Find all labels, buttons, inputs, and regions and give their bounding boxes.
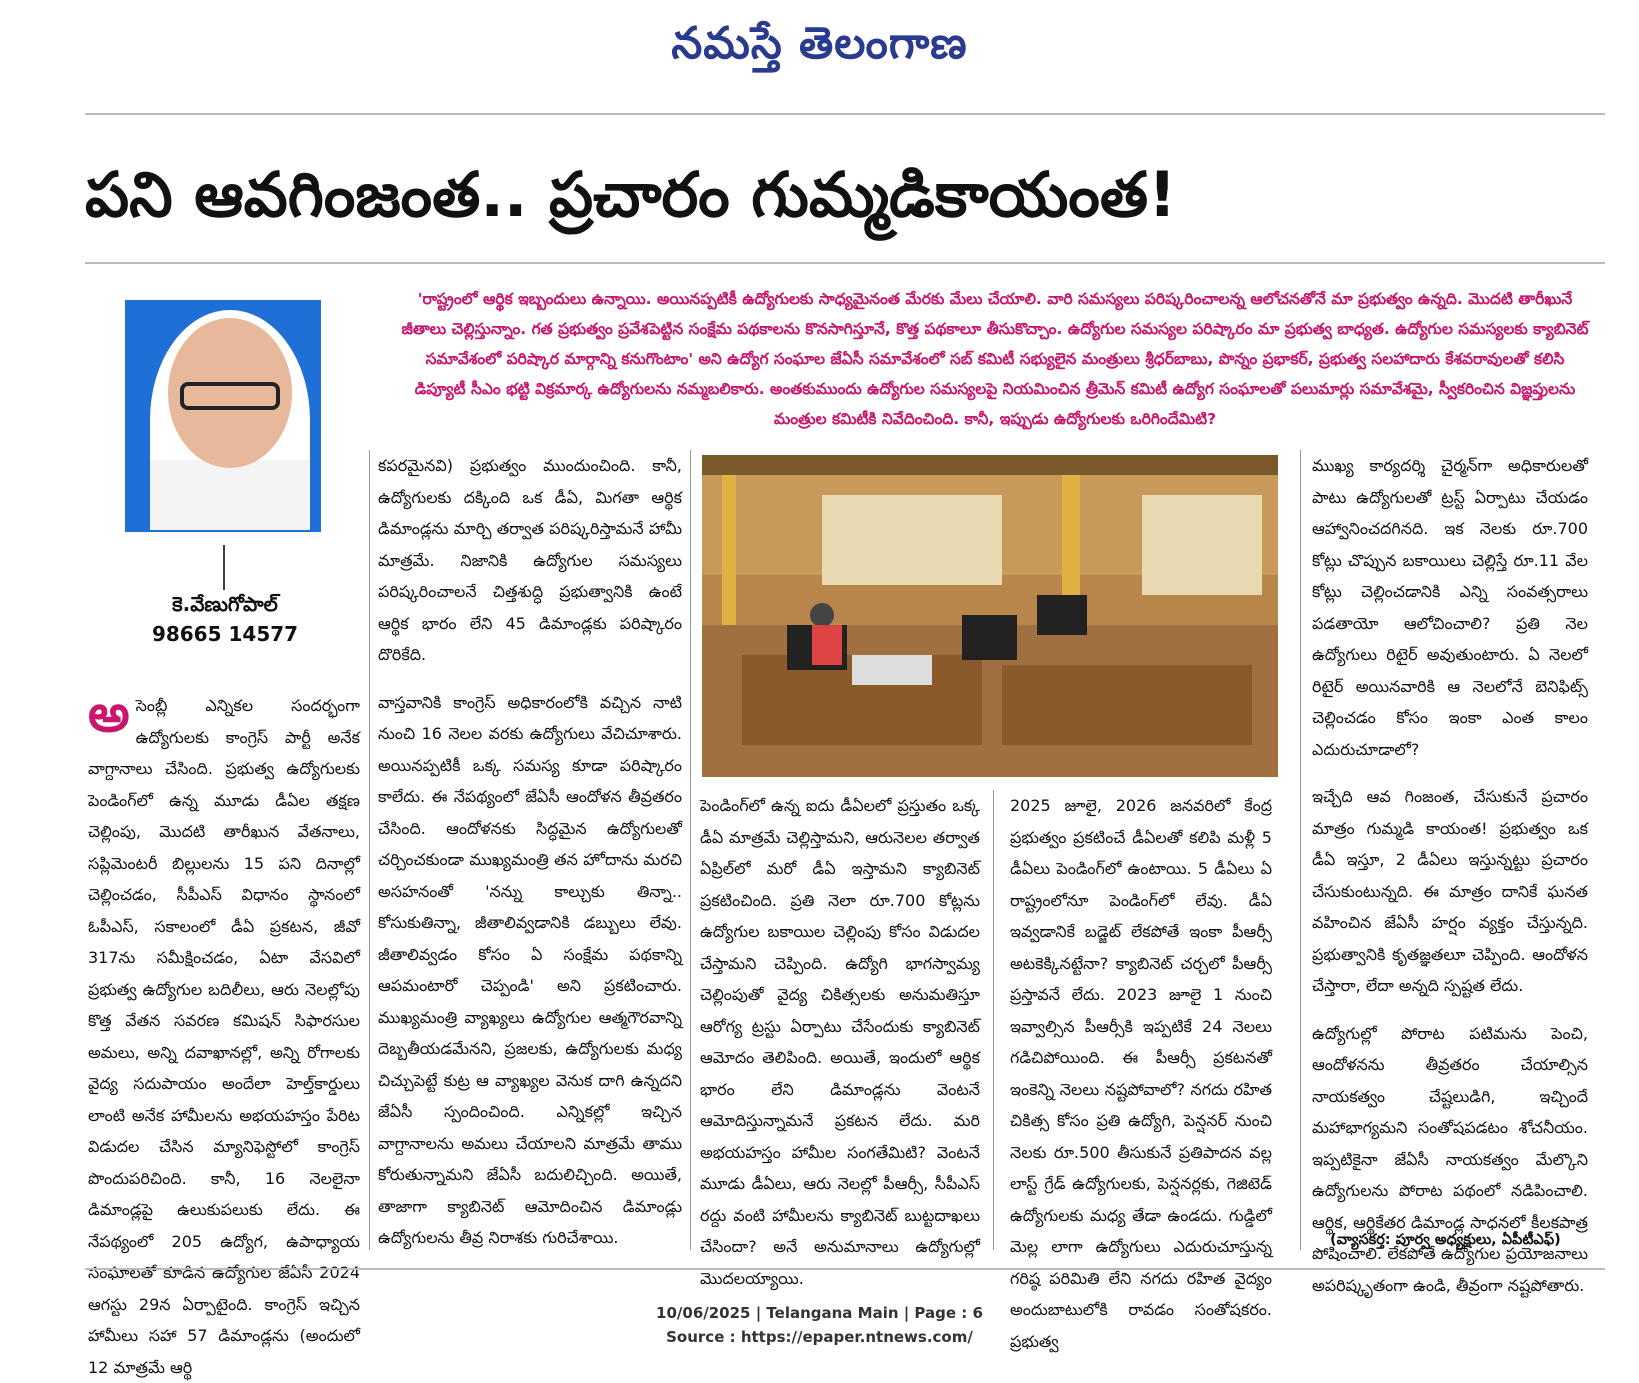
column-2-paragraph-2: వాస్తవానికి కాంగ్రెస్ అధికారంలోకి వచ్చిన నాటి నుంచి 16 నెలల వరకు ఉద్యోగులు వేచిచూశారు. అయినప్పటికీ ఒక్క సమస్య కూడా పరిష్కారం కాలేదు. ఈ నేపథ్యంలో జేఏసీ ఆందోళన తీవ్రతరం చేసింది. ఆందోళనకు సిద్ధమైన ఉద్యోగులతో చర్చించకుండా ముఖ్యమంత్రి తన హోదాను మరచి అసహనంతో 'నన్ను కాల్చుకు తిన్నా.. కోసుకుతిన్నా, జీతాలివ్వడానికి డబ్బులు లేవు. జీతాలివ్వడం కోసం ఏ సంక్షేమ పథకాన్ని ఆపమంటారో చెప్పండి' అని ప్రకటించారు. ముఖ్యమంత్రి వ్యాఖ్యలు ఉద్యోగుల ఆత్మగౌరవాన్ని దెబ్బతీయడమేనని, ప్రజలకు, ఉద్యోగులకు మధ్య చిచ్చుపెట్టే కుట్ర ఆ వ్యాఖ్యల వెనుక దాగి ఉన్నదని జేఏసీ స్పందించింది. ఎన్నికల్లో ఇచ్చిన వాగ్దానాలను అమలు చేయాలని మాత్రమే తాము కోరుతున్నామని జేఏసీ బదులిచ్చింది. అయితే, తాజాగా క్యాబినెట్ ఆమోదించిన డిమాండ్లు ఉద్యోగులను తీవ్ర నిరాశకు గురిచేశాయి. [378, 692, 682, 1247]
headline-divider [85, 262, 1605, 264]
column-2-paragraph-1: కపరమైనవి) ప్రభుత్వం ముందుంచింది. కానీ, ఉద్యోగులకు దక్కింది ఒక డీఏ, మిగతా ఆర్థిక డిమాండ్లను మార్చి తర్వాత పరిష్కరిస్తామనే హామీ మాత్రమే. నిజానికి ఉద్యోగుల సమస్యలు పరిష్కరించాలనే చిత్తశుద్ధి ప్రభుత్వానికి ఉంటే ఆర్థిక భారం లేని 45 డిమాండ్లకు పరిష్కారం దొరికేది. [378, 456, 682, 664]
column-5-paragraph-3: ఉద్యోగుల్లో పోరాట పటిమను పెంచి, ఆందోళనను తీవ్రతరం చేయాల్సిన నాయకత్వం చేష్టలుడిగి, ఇచ్చిందే మహాభాగ్యమని సంతోషపడటం శోచనీయం. ఇప్పటికైనా జేఏసీ నాయకత్వం మేల్కొని ఉద్యోగులను పోరాట పథంలో నడిపించాలి. ఆర్థిక, ఆర్థికేతర డిమాండ్ల సాధనలో కీలకపాత్ర పోషించాలి. లేకపోతే ఉద్యోగుల ప్రయోజనాలు అపరిష్కృతంగా ఉండి, తీవ్రంగా నష్టపోతారు. [1312, 1023, 1588, 1295]
column-1 [88, 684, 360, 1377]
drop-cap: అ [88, 684, 130, 744]
footer-date-page: 10/06/2025 | Telangana Main | Page : 6 [656, 1304, 983, 1322]
author-photo [150, 310, 310, 530]
office-photo [702, 455, 1278, 777]
author-credit: (వ్యాసకర్త: పూర్వ అధ్యక్షులు, ఏపీటీఎఫ్) [1330, 1232, 1561, 1248]
author-name: కె.వేణుగోపాల్ [172, 592, 278, 616]
newspaper-masthead: నమస్తే తెలంగాణ [671, 18, 968, 69]
column-divider [1300, 450, 1301, 1250]
column-3 [700, 790, 980, 1288]
footer-source: Source : https://epaper.ntnews.com/ [666, 1328, 973, 1346]
column-divider [993, 790, 994, 1250]
bottom-divider [85, 1268, 1605, 1270]
column-2 [378, 450, 682, 1250]
column-4 [1010, 790, 1272, 1351]
office-illustration [702, 455, 1278, 777]
lead-paragraph: 'రాష్ట్రంలో ఆర్థిక ఇబ్బందులు ఉన్నాయి. అయినప్పటికీ ఉద్యోగులకు సాధ్యమైనంత మేరకు మేలు చేయాలి. వారి సమస్యలు పరిష్కరించాలన్న ఆలోచనతోనే మా ప్రభుత్వం ఉన్నది. మొదటి తారీఖునే జీతాలు చెల్లిస్తున్నాం. గత ప్రభుత్వం ప్రవేశపెట్టిన సంక్షేమ పథకాలను కొనసాగిస్తూనే, కొత్త పథకాలూ తీసుకొచ్చాం. ఉద్యోగుల సమస్యల పరిష్కారం మా ప్రభుత్వ బాధ్యత. ఉద్యోగుల సమస్యలకు క్యాబినెట్ సమావేశంలో పరిష్కార మార్గాన్ని కనుగొంటాం' అని ఉద్యోగ సంఘాల జేఏసీ సమావేశంలో సబ్ కమిటీ సభ్యులైన మంత్రులు శ్రీధర్‌బాబు, పొన్నం ప్రభాకర్, ప్రభుత్వ సలహాదారు కేశవరావులతో కలిసి డిప్యూటీ సీఎం భట్టి విక్రమార్క ఉద్యోగులను నమ్మబలికారు. అంతకుముందు ఉద్యోగుల సమస్యలపై నియమించిన త్రీమెన్ కమిటీ ఉద్యోగ సంఘాలతో పలుమార్లు సమావేశమై, స్వీకరించిన విజ్ఞప్తులను మంత్రుల కమిటీకి నివేదించింది. కానీ, ఇప్పుడు ఉద్యోగులకు ఒరిగిందేమిటి? [401, 290, 1589, 428]
column-5-paragraph-2: ఇచ్చేది ఆవ గింజంత, చేసుకునే ప్రచారం మాత్రం గుమ్మడి కాయంత! ప్రభుత్వం ఒక డీఏ ఇస్తూ, 2 డీఏలు ఇస్తున్నట్టు ప్రచారం చేసుకుంటున్నది. ఈ మాత్రం దానికే ఘనత వహించిన జేఏసీ హర్షం వ్యక్తం చేస్తున్నది. ప్రభుత్వానికి కృతజ్ఞతలూ చెప్పింది. ఆందోళన చేస్తారా, లేదా అన్నది స్పష్టత లేదు. [1312, 787, 1588, 995]
column-4-paragraph: 2025 జూలై, 2026 జనవరిలో కేంద్ర ప్రభుత్వం ప్రకటించే డీఏలతో కలిపి మళ్లీ 5 డీఏలు పెండింగ్‌లో ఉంటాయి. 5 డీఏలు ఏ రాష్ట్రంలోనూ పెండింగ్‌లో లేవు. డీఏ ఇవ్వడానికే బడ్జెట్ లేకపోతే ఇంకా పీఆర్సీ అటకెక్కినట్టేనా? క్యాబినెట్ చర్చలో పీఆర్సీ ప్రస్తావనే లేదు. 2023 జూలై 1 నుంచి ఇవ్వాల్సిన పీఆర్సీకి ఇప్పటికే 24 నెలలు గడిచిపోయింది. ఈ పీఆర్సీ ప్రకటనతో ఇంకెన్ని నెలలు నష్టపోవాలో? నగదు రహిత చికిత్స కోసం ప్రతి ఉద్యోగి, పెన్షనర్ నుంచి నెలకు రూ.500 తీసుకునే ప్రతిపాదన వల్ల లాస్ట్ గ్రేడ్ ఉద్యోగులకు, పెన్షనర్లకు, గెజిటెడ్ ఉద్యోగులకు మధ్య తేడా ఉండదు. గుడ్డిలో మెల్ల లాగా ఉద్యోగులు ఎదురుచూస్తున్న గరిష్ఠ పరిమితి లేని నగదు రహిత వైద్యం అందుబాటులోకి రావడం సంతోషకరం. ప్రభుత్వ [1010, 796, 1272, 1351]
author-phone: 98665 14577 [151, 622, 299, 646]
column-divider [690, 450, 691, 1250]
column-3-paragraph: పెండింగ్‌లో ఉన్న ఐదు డీఏలలో ప్రస్తుతం ఒక్క డీఏ మాత్రమే చెల్లిస్తామని, ఆరునెలల తర్వాత ఏప్రిల్‌లో మరో డీఏ ఇస్తామని క్యాబినెట్ ప్రకటించింది. ప్రతి నెలా రూ.700 కోట్లను ఉద్యోగుల బకాయిల చెల్లింపు కోసం విడుదల చేస్తామని చెప్పింది. ఉద్యోగి భాగస్వామ్య చెల్లింపుతో వైద్య చికిత్సలకు అనుమతిస్తూ ఆరోగ్య ట్రస్టు ఏర్పాటు చేసేందుకు క్యాబినెట్ ఆమోదం తెలిపింది. అయితే, ఇందులో ఆర్థిక భారం లేని డిమాండ్లను వెంటనే ఆమోదిస్తున్నామనే ప్రకటన లేదు. మరి అభయహస్తం హామీల సంగతేమిటి? వెంటనే మూడు డీఏలు, ఆరు నెలల్లో పీఆర్సీ, సీపీఎస్ రద్దు వంటి హామీలను క్యాబినెట్ బుట్టదాఖలు చేసిందా? అనే అనుమానాలు ఉద్యోగుల్లో మొదలయ్యాయి. [700, 796, 980, 1288]
column-divider [369, 450, 370, 1250]
article-headline: పని ఆవగింజంత.. ప్రచారం గుమ్మడికాయంత! [85, 158, 1177, 231]
author-glasses [180, 382, 280, 410]
column-5-paragraph-1: ముఖ్య కార్యదర్శి చైర్మన్‌గా అధికారులతో పాటు ఉద్యోగులతో ట్రస్ట్ ఏర్పాటు చేయడం ఆహ్వానించదగినది. ఇక నెలకు రూ.700 కోట్లు చొప్పున బకాయిలు చెల్లిస్తే రూ.11 వేల కోట్లు చెల్లించడానికి ఎన్ని సంవత్సరాలు పడతాయో ఆలోచించాలి? ప్రతి నెల ఉద్యోగులు రిటైర్ అవుతుంటారు. ఏ నెలలో రిటైర్ అయినవారికి ఆ నెలలోనే బెనిఫిట్స్ చెల్లించడం కోసం ఇంకా ఎంత కాలం ఎదురుచూడాలో? [1312, 456, 1588, 759]
author-shirt [150, 460, 310, 530]
top-divider [85, 113, 1605, 115]
byline-divider [223, 545, 225, 590]
column-1-paragraph: సెంబ్లీ ఎన్నికల సందర్భంగా ఉద్యోగులకు కాంగ్రెస్ పార్టీ అనేక వాగ్దానాలు చేసింది. ప్రభుత్వ ఉద్యోగులకు పెండింగ్‌లో ఉన్న మూడు డీఏల తక్షణ చెల్లింపు, మొదటి తారీఖున వేతనాలు, సప్లిమెంటరీ బిల్లులను 15 పని దినాల్లో చెల్లించడం, సీపీఎస్ విధానం స్థానంలో ఓపీఎస్, సకాలంలో డీఏ ప్రకటన, జీవో 317ను సమీక్షించడం, ఏటా వేసవిలో ప్రభుత్వ ఉద్యోగుల బదిలీలు, ఆరు నెలల్లోపు కొత్త వేతన సవరణ కమిషన్ సిఫారసుల అమలు, అన్ని దవాఖానల్లో, అన్ని రోగాలకు వైద్య సదుపాయం అందేలా హెల్త్‌కార్డులు లాంటి అనేక హామీలను అభయహస్తం పేరిట విడుదల చేసిన మ్యానిఫెస్టోలో కాంగ్రెస్ పొందుపరిచింది. కానీ, 16 నెలలైనా డిమాండ్లపై ఉలుకుపలుకు లేదు. ఈ నేపథ్యంలో 205 ఉద్యోగ, ఉపాధ్యాయ సంఘాలతో కూడిన ఉద్యోగుల జేఏసీ 2024 ఆగస్టు 29న ఏర్పాటైంది. కాంగ్రెస్ ఇచ్చిన హామీలు సహా 57 డిమాండ్లను (అందులో 12 మాత్రమే ఆర్థి [88, 696, 360, 1377]
